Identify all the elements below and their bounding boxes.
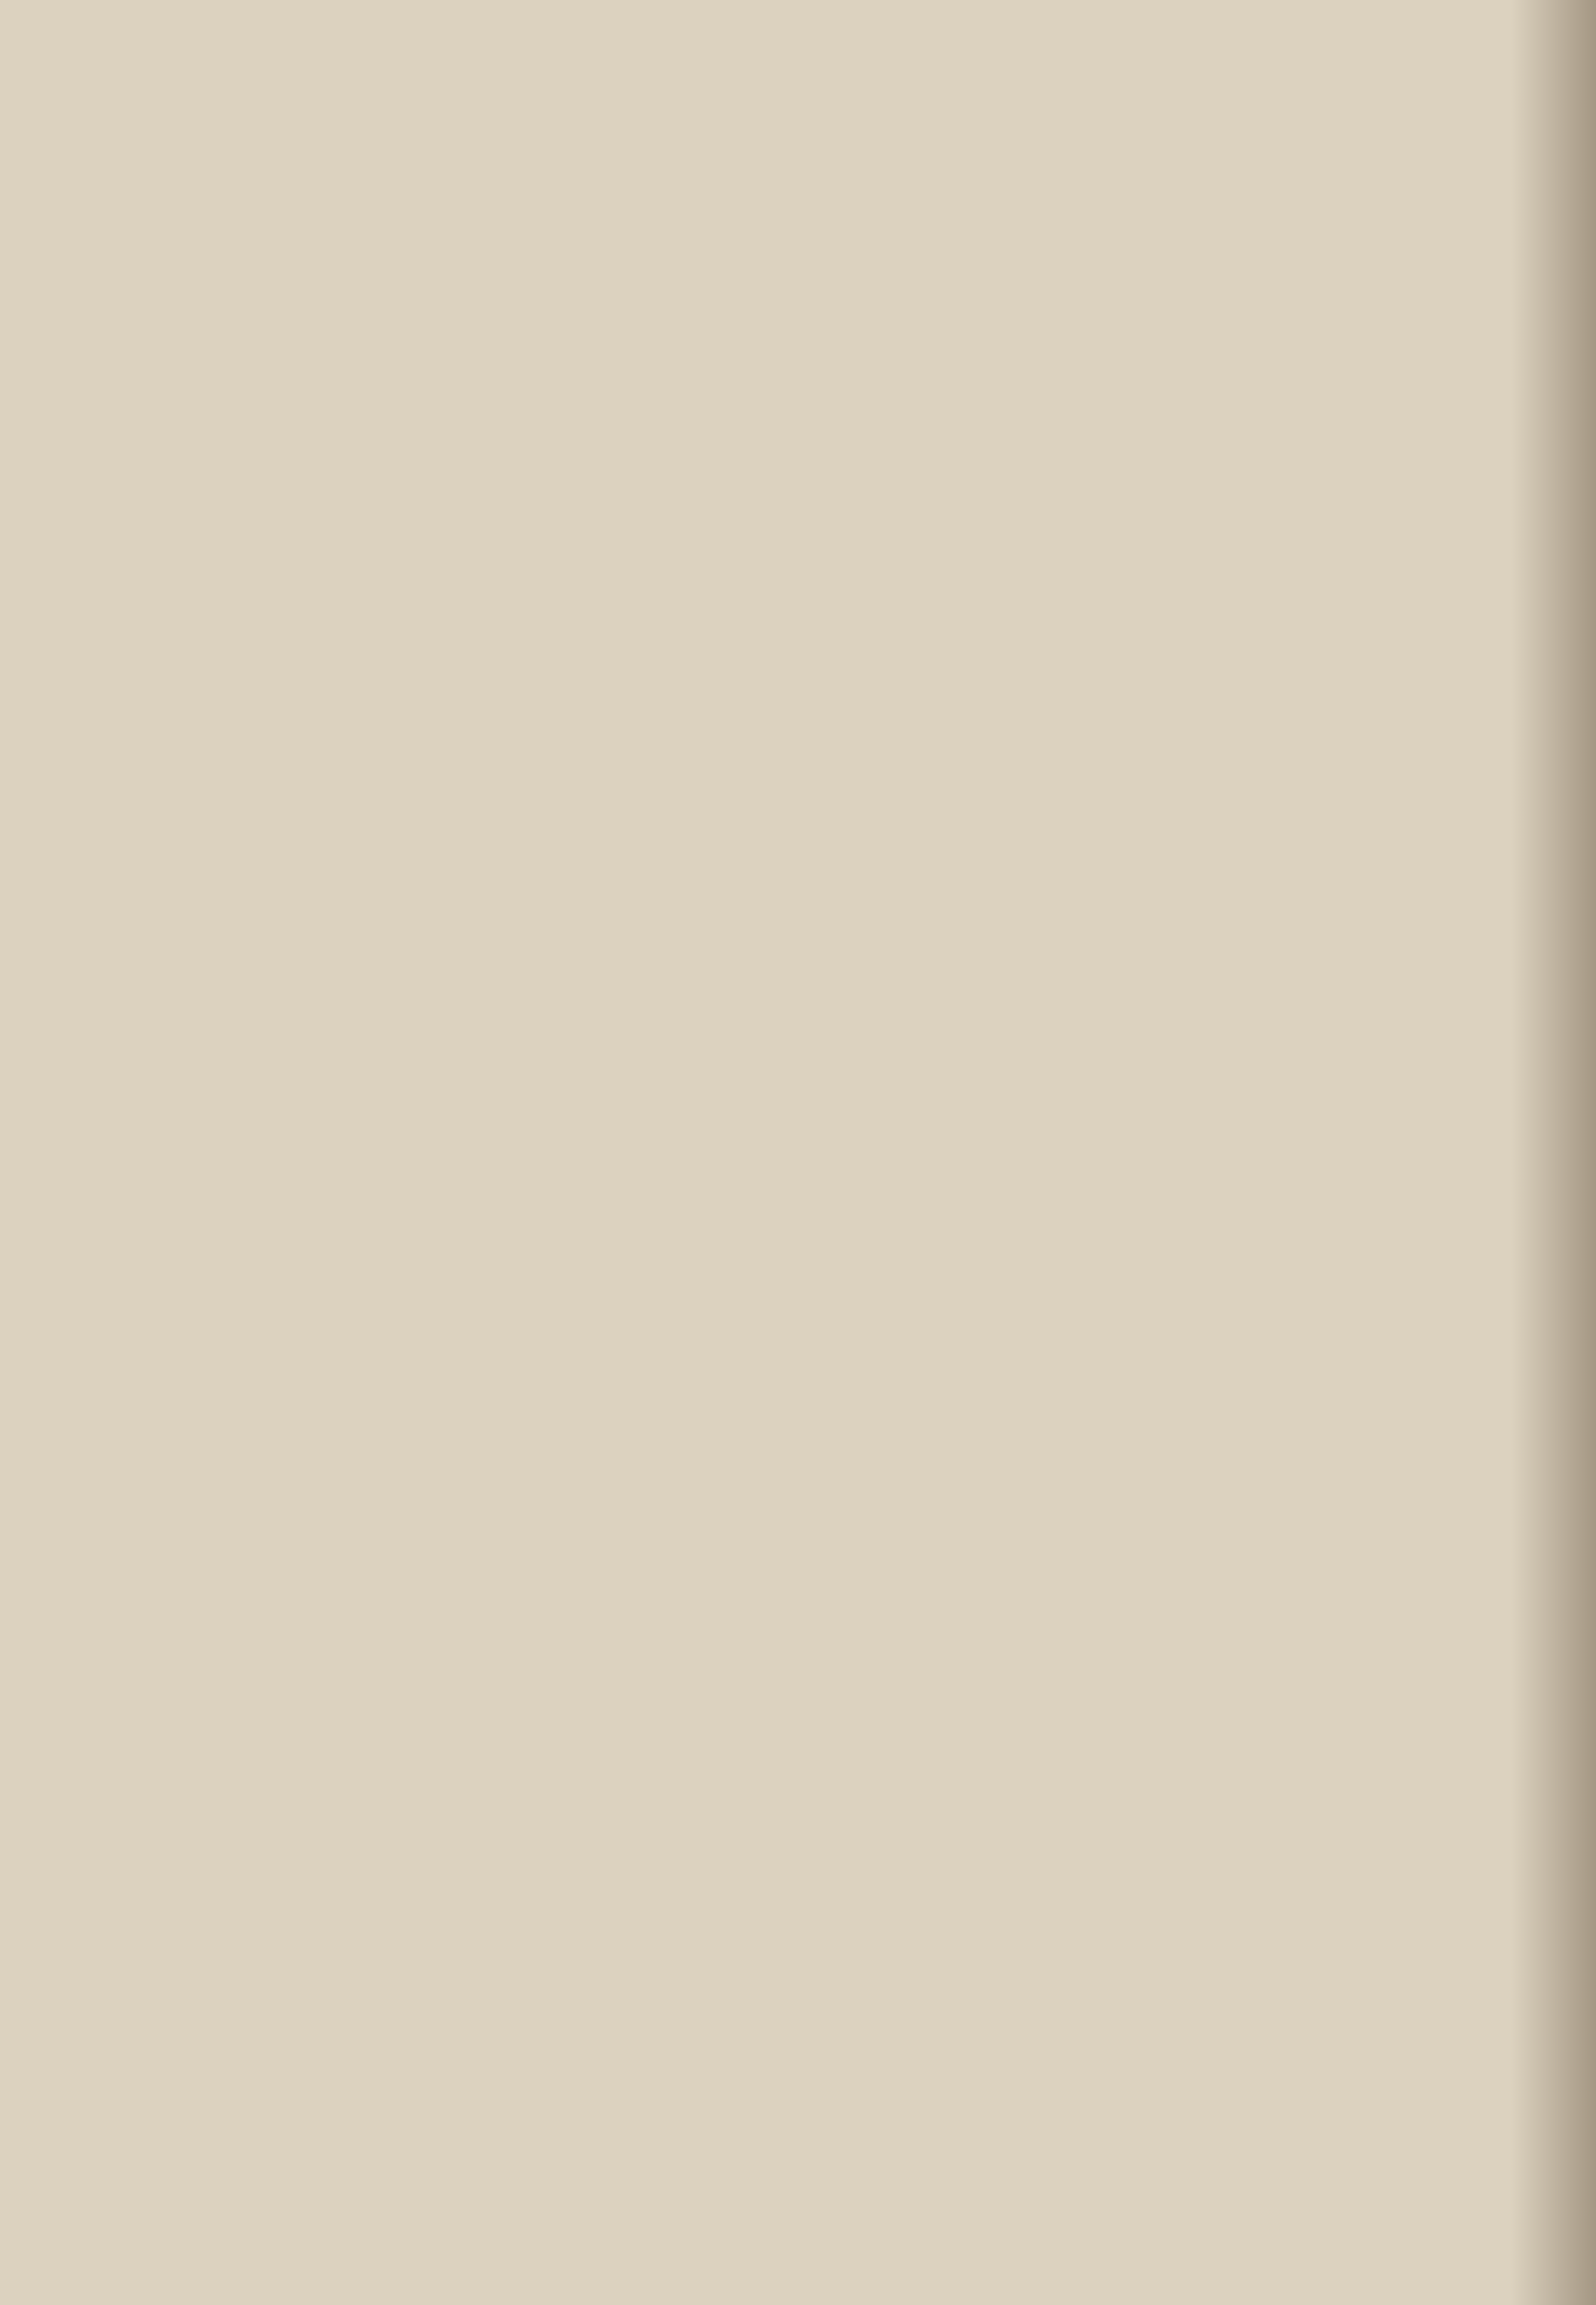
page-edge-shadow <box>1511 0 1596 2305</box>
